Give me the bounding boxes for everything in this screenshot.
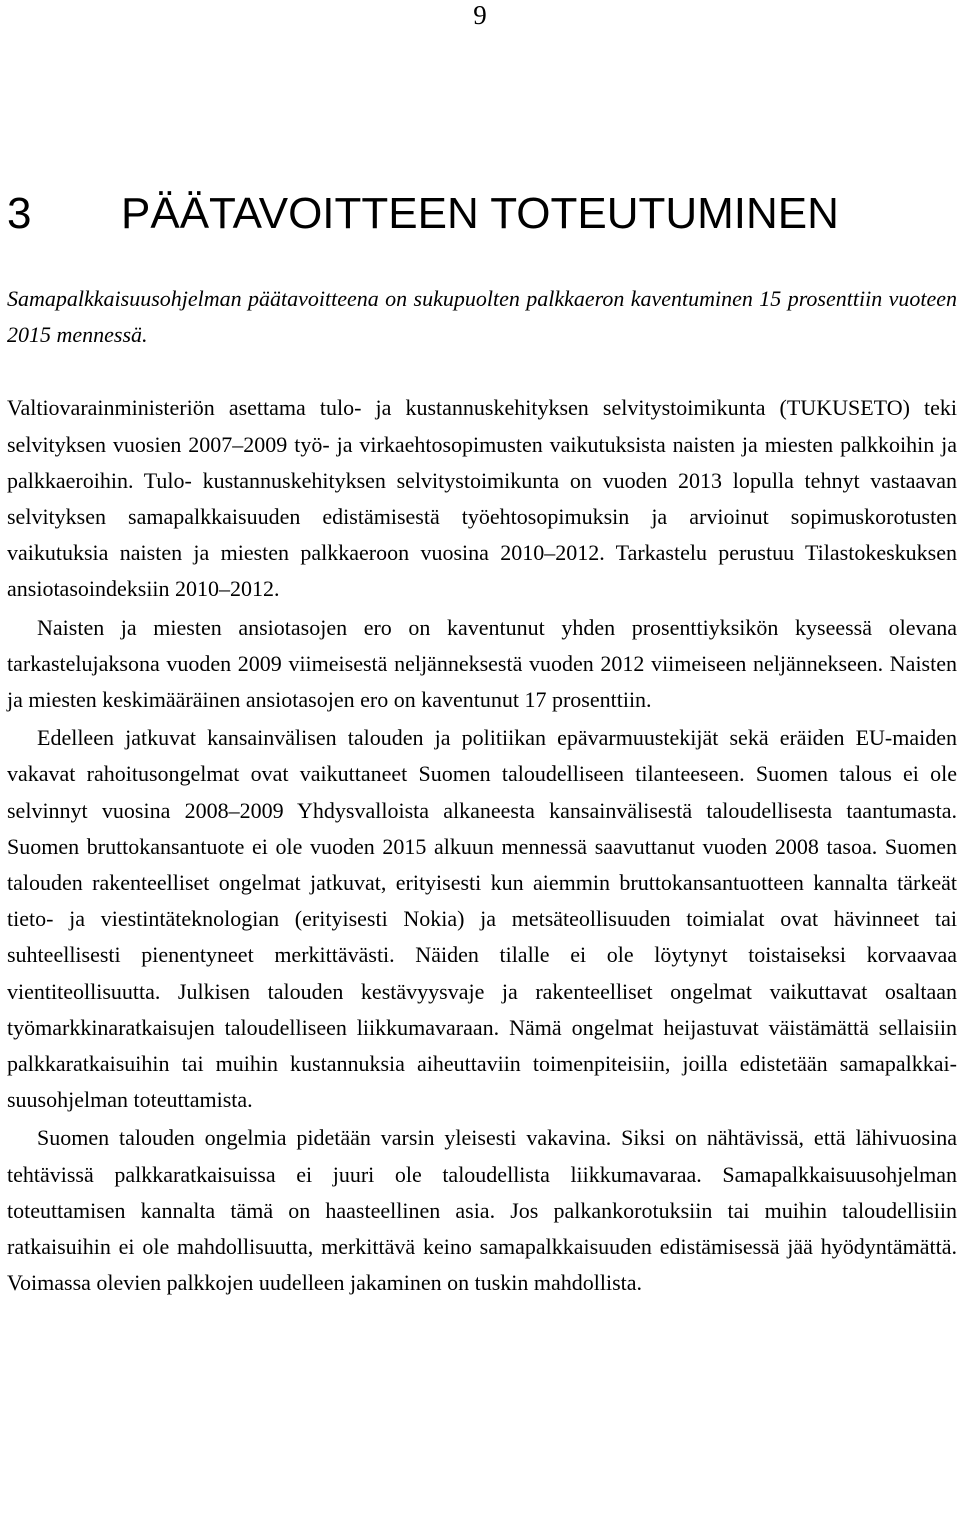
chapter-title: PÄÄTAVOITTEEN TOTEUTUMINEN (121, 189, 839, 238)
lead-paragraph: Samapalkkaisuusohjelman päätavoitteena on sukupuolten palkkaeron kaventuminen 15 prosenttiin vuoteen 2015 mennessä. (7, 286, 957, 348)
chapter-number: 3 (7, 189, 32, 238)
chapter-heading (7, 188, 953, 240)
body-paragraph-4: Suomen talouden ongelmia pidetään varsin yleisesti vakavina. Siksi on nähtävissä, että lähivuosina tehtävissä palkkaratkaisuissa ei juuri ole taloudellista liikkumavaraa. Samapalkkaisuusohjelman toteuttamisen kannalta tämä on haasteellinen asia. Jos palkankorotuksiin tai muihin taloudellisiin ratkaisuihin ei ole mahdollisuutta, merkittävä keino samapalkkaisuuden edistämisessä jää hyödyntämättä. Voimassa olevien palkkojen uudelleen jakaminen on tuskin mahdollista. (7, 1125, 957, 1296)
page-number: 9 (473, 0, 487, 30)
body-paragraph-3: Edelleen jatkuvat kansainvälisen talouden ja politiikan epävarmuustekijät sekä eräiden EU-maiden vakavat rahoitusongelmat ovat vaikuttaneet Suomen taloudelliseen tilanteeseen. Suomen talous ei ole selvinnyt vuosina 2008–2009 Yhdysvalloista alkaneesta kansainvälisestä taloudellisesta taantumasta. Suomen bruttokansantuote ei ole vuoden 2015 alkuun mennessä saavuttanut vuoden 2008 tasoa. Suomen talouden rakenteelliset ongelmat jatkuvat, erityisesti kun aiemmin bruttokansantuotteen kannalta tärkeät tieto- ja viestintäteknologian (erityisesti Nokia) ja metsäteollisuuden toimialat ovat hävinneet tai suhteellisesti pienentyneet merkittävästi. Näiden tilalle ei ole löytynyt toistaiseksi korvaavaa vientiteollisuutta. Julkisen talouden kestävyysvaje ja rakenteelliset ongelmat vaikuttavat osaltaan työmarkkinaratkaisujen taloudelliseen liikkumavaraan. Nämä ongelmat heijastuvat väistämättä sellaisiin palkkaratkaisuihin tai muihin kustannuksia aiheuttaviin toimenpiteisiin, joilla edistetään samapalkkaisuusohjelman toteuttamista. (7, 725, 957, 1113)
body-paragraph-1: Valtiovarainministeriön asettama tulo- ja kustannuskehityksen selvitystoimikunta (TUKUSETO) teki selvityksen vuosien 2007–2009 työ- ja virkaehtosopimusten vaikutuksista naisten ja miesten palkkoihin ja palkkaeroihin. Tulo- kustannuskehityksen selvitystoimikunta on vuoden 2013 lopulla tehnyt vastaavan selvityksen samapalkkaisuuden edistämisestä työehtosopimuksin ja arvioinut sopimuskorotusten vaikutuksia naisten ja miesten palkkaeroon vuosina 2010–2012. Tarkastelu perustuu Tilastokeskuksen ansiotasoindeksiin 2010–2012. (7, 395, 957, 602)
body-paragraph-2: Naisten ja miesten ansiotasojen ero on kaventunut yhden prosenttiyksikön kyseessä olevana tarkastelujaksona vuoden 2009 viimeisestä neljänneksestä vuoden 2012 viimeiseen neljännekseen. Naisten ja miesten keskimääräinen ansiotasojen ero on kaventunut 17 prosenttiin. (7, 614, 957, 713)
chapter-body (7, 281, 957, 1301)
